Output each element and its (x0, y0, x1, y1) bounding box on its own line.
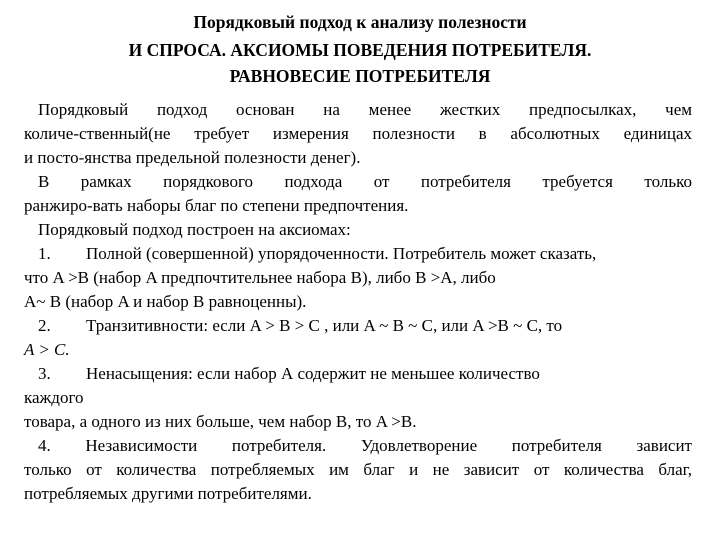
axiom-4: 4. Независимости потребителя. Удовлетворение потребителя зависит (38, 436, 692, 455)
axiom-text: Транзитивности: если A > B > C , или A ~ B ~ C, или A >B ~ C, то (86, 316, 563, 335)
body-line: и посто-янства предельной полезности денег). (24, 148, 361, 167)
axiom-text: Полной (совершенной) упорядоченности. Потребитель может сказать, (86, 244, 597, 263)
slide-title-line-1: Порядковый подход к анализу полезности (193, 12, 527, 32)
slide-title-line-3: РАВНОВЕСИЕ ПОТРЕБИТЕЛЯ (229, 66, 491, 86)
body-line (24, 338, 70, 362)
body-line: каждого (24, 388, 84, 407)
body-line: В рамках порядкового подхода от потребителя требуется только (38, 172, 692, 191)
formula-text: A > C. (24, 340, 70, 359)
slide-title-line-2: И СПРОСА. АКСИОМЫ ПОВЕДЕНИЯ ПОТРЕБИТЕЛЯ. (128, 40, 592, 60)
body-line: потребляемых другими потребителями. (24, 484, 312, 503)
body-line: Порядковый подход основан на менее жестких предпосылках, чем (38, 100, 692, 119)
body-line: только от количества потребляемых им благ и не зависит от количества благ, (24, 460, 692, 479)
body-line: ранжиро-вать наборы благ по степени предпочтения. (24, 196, 409, 215)
axiom-number: 1. (38, 244, 51, 263)
axiom-number: 3. (38, 364, 51, 383)
body-line: что A >B (набор A предпочтительнее набора B), либо B >A, либо (24, 268, 496, 287)
body-line: товара, а одного из них больше, чем набор B, то A >B. (24, 412, 417, 431)
body-line: Порядковый подход построен на аксиомах: (38, 220, 351, 239)
axiom-2 (24, 314, 562, 338)
axiom-1 (24, 242, 596, 266)
body-line: количе-ственный(не требует измерения полезности в абсолютных единицах (24, 124, 692, 143)
axiom-3 (24, 362, 540, 386)
axiom-number: 2. (38, 316, 51, 335)
body-line: A~ B (набор A и набор B равноценны). (24, 292, 307, 311)
axiom-text: Ненасыщения: если набор А содержит не меньшее количество (86, 364, 540, 383)
